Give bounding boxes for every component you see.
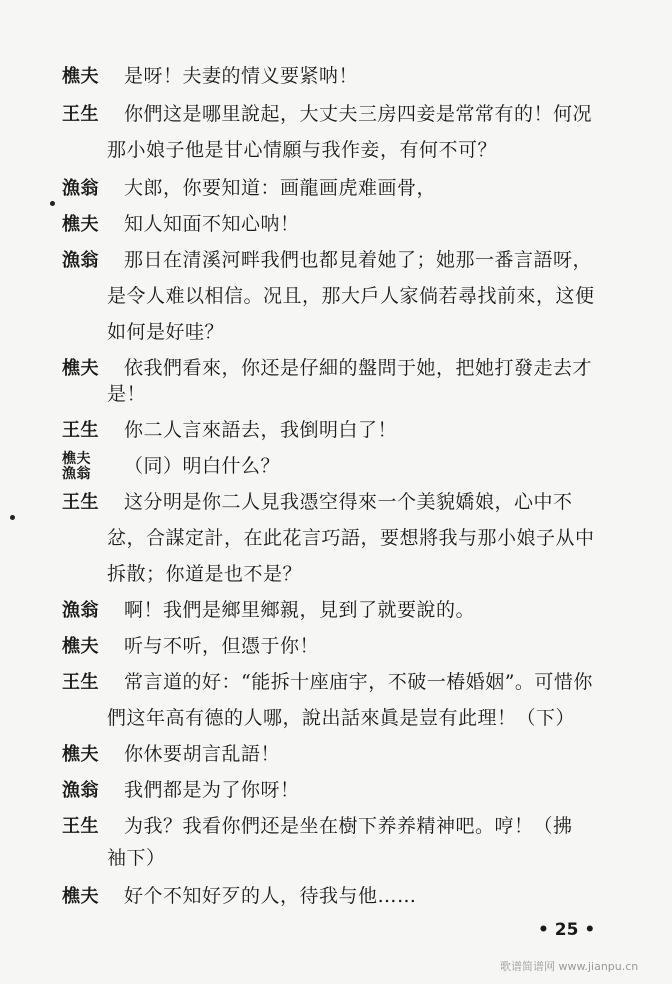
dialogue-line [62,878,630,914]
dialogue-text: 大郎，你要知道：画龍画虎难画骨， [124,177,437,199]
dialogue-continuation: 是令人难以相信。况且，那大戶人家倘若尋找前來，这便 [107,285,595,307]
dialogue-text: 那日在清溪河畔我們也都見着她了；她那一番言語呀， [124,249,593,271]
dialogue-text: 你二人言來語去，我倒明白了！ [124,419,398,441]
dialogue-continuation: 忿，合謀定計，在此花言巧語，要想將我与那小娘子从中 [107,527,595,549]
dialogue-line [62,206,630,242]
dialogue-continuation: 們这年高有德的人哪，說出話來眞是豈有此理！（下） [107,707,576,729]
speaker-label: 王生 [62,816,99,837]
dialogue-line [62,664,630,700]
dialogue-line [62,772,630,808]
speaker-label: 樵夫 [62,636,99,657]
speaker-label: 樵夫 [62,214,99,235]
speaker-label: 樵夫 [62,358,99,379]
dialogue-text: 啊！我們是鄉里鄉親，見到了就要說的。 [124,599,476,621]
dialogue-text: 我們都是为了你呀！ [124,779,300,801]
dialogue-text: 这分明是你二人見我憑空得來一个美貌嬌娘，心中不 [124,491,573,513]
dialogue-text: 知人知面不知心呐！ [124,213,300,235]
speaker-label: 樵夫 [62,66,99,87]
speaker-label: 漁翁 [62,780,99,801]
speaker-label: 樵夫 [62,451,91,467]
speaker-label: 王生 [62,672,99,693]
speaker-label: 王生 [62,104,99,125]
dialogue-continuation: 拆散；你道是也不是？ [107,563,303,585]
print-speck [50,201,55,206]
dialogue-text: 你們这是哪里說起，大丈夫三房四妾是常常有的！何况 [124,103,593,125]
speaker-label: 漁翁 [62,466,91,482]
page-number: • 25 • [538,920,596,940]
speaker-label: 王生 [62,420,99,441]
dialogue-continuation: 是！ [107,383,147,405]
dialogue-text: 是呀！夫妻的情义要紧呐！ [124,65,359,87]
dialogue-line [62,58,630,94]
dialogue-text: 听与不听，但憑于你！ [124,635,320,657]
dialogue-text: 好个不知好歹的人，待我与他…… [124,885,417,907]
speaker-label: 漁翁 [62,250,99,271]
dialogue-continuation: 如何是好哇？ [107,321,225,343]
dialogue-text: （同）明白什么？ [124,455,281,477]
dialogue-text: 你休要胡言乱語！ [124,743,281,765]
watermark: 歌谱简谱网 www.jianpu.cn [500,960,639,973]
speaker-label: 漁翁 [62,600,99,621]
dialogue-text: 为我？我看你們还是坐在樹下养养精神吧。哼！（拂 [124,815,573,837]
dialogue-line [62,448,630,484]
speaker-label: 樵夫 [62,886,99,907]
dialogue-line [62,484,630,520]
dialogue-line [62,242,630,278]
speaker-label: 漁翁 [62,178,99,199]
dialogue-line [62,96,630,132]
dialogue-line [62,808,630,844]
dialogue-line [62,170,630,206]
dialogue-line [62,736,630,772]
speaker-label: 樵夫 [62,744,99,765]
stacked-speakers [62,452,124,482]
dialogue-continuation: 袖下） [107,847,166,869]
dialogue-line [62,592,630,628]
dialogue-line [62,412,630,448]
print-speck [10,515,15,520]
dialogue-line [62,628,630,664]
speaker-label: 王生 [62,492,99,513]
dialogue-text: 常言道的好：“能拆十座庙宇，不破一椿婚姻”。可惜你 [124,671,593,693]
dialogue-text: 依我們看來，你还是仔細的盤問于她，把她打發走去才 [124,357,593,379]
dialogue-continuation: 那小娘子他是甘心情願与我作妾，有何不可？ [107,139,498,161]
